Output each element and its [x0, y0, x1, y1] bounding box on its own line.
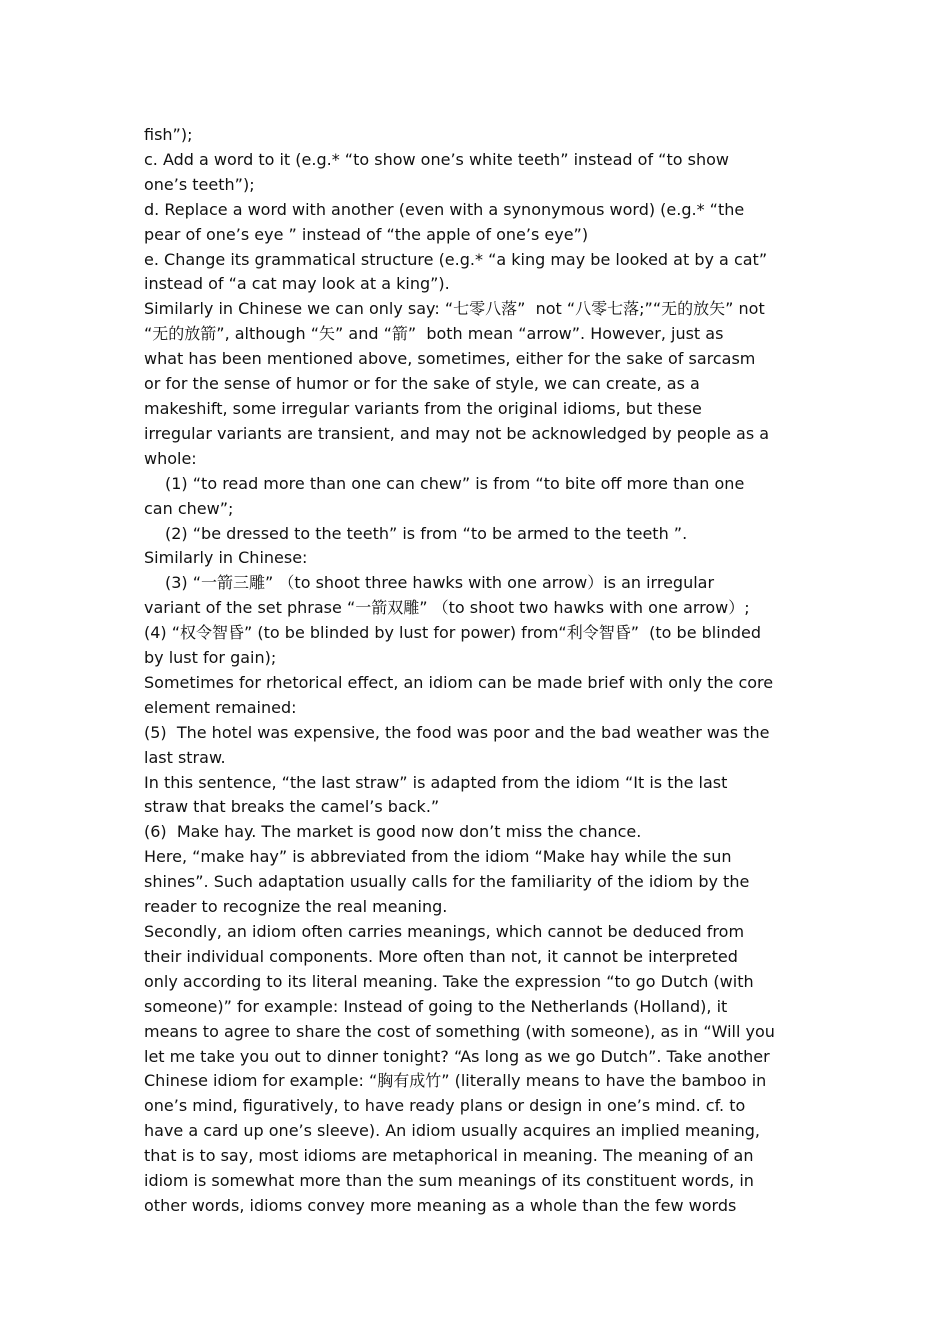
document-page: [144, 123, 812, 1219]
example-line: (6) Make hay. The market is good now don’t miss the chance.: [144, 822, 642, 842]
example-line: (1) “to read more than one can chew” is from “to bite off more than one: [165, 473, 745, 493]
text-line: pear of one’s eye ” instead of “the apple of one’s eye”): [144, 224, 589, 244]
text-line: what has been mentioned above, sometimes, either for the sake of sarcasm: [144, 349, 756, 369]
text-line: or for the sense of humor or for the sake of style, we can create, as a: [144, 374, 700, 394]
text-line: “无的放箭”, although “矢” and “箭” both mean “arrow”. However, just as: [144, 324, 724, 344]
text-line: straw that breaks the camel’s back.”: [144, 797, 440, 817]
text-line: let me take you out to dinner tonight? “As long as we go Dutch”. Take another: [144, 1046, 770, 1066]
text-line: reader to recognize the real meaning.: [144, 897, 448, 917]
text-line: can chew”;: [144, 498, 234, 518]
text-line: that is to say, most idioms are metaphorical in meaning. The meaning of an: [144, 1146, 754, 1166]
text-line: whole:: [144, 448, 197, 468]
text-line: have a card up one’s sleeve). An idiom usually acquires an implied meaning,: [144, 1121, 761, 1141]
text-line: d. Replace a word with another (even with a synonymous word) (e.g.* “the: [144, 199, 745, 219]
text-line: Sometimes for rhetorical effect, an idiom can be made brief with only the core: [144, 672, 774, 692]
text-line: one’s mind, figuratively, to have ready plans or design in one’s mind. cf. to: [144, 1096, 746, 1116]
text-line: Similarly in Chinese:: [144, 548, 308, 568]
text-line: means to agree to share the cost of something (with someone), as in “Will you: [144, 1021, 775, 1041]
text-line: irregular variants are transient, and may not be acknowledged by people as a: [144, 423, 770, 443]
text-line: someone)” for example: Instead of going to the Netherlands (Holland), it: [144, 996, 728, 1016]
text-line: Here, “make hay” is abbreviated from the idiom “Make hay while the sun: [144, 847, 732, 867]
text-line: Similarly in Chinese we can only say: “七零八落” not “八零七落;”“无的放矢” not: [144, 299, 765, 319]
text-line: Secondly, an idiom often carries meanings, which cannot be deduced from: [144, 922, 745, 941]
text-line: by lust for gain);: [144, 648, 277, 668]
text-line: e. Change its grammatical structure (e.g.* “a king may be looked at by a cat”: [144, 249, 768, 269]
example-line: (3) “一箭三雕” （to shoot three hawks with one arrow）is an irregular: [165, 573, 715, 593]
text-line: one’s teeth”);: [144, 174, 255, 194]
text-line: In this sentence, “the last straw” is adapted from the idiom “It is the last: [144, 772, 728, 792]
text-line: fish”);: [144, 125, 193, 144]
text-line: instead of “a cat may look at a king”).: [144, 274, 450, 294]
example-line: (5) The hotel was expensive, the food was poor and the bad weather was the: [144, 722, 770, 742]
text-line: Chinese idiom for example: “胸有成竹” (literally means to have the bamboo in: [144, 1071, 767, 1091]
text-line: c. Add a word to it (e.g.* “to show one’s white teeth” instead of “to show: [144, 149, 729, 169]
text-line: only according to its literal meaning. Take the expression “to go Dutch (with: [144, 971, 754, 991]
text-line: idiom is somewhat more than the sum meanings of its constituent words, in: [144, 1171, 754, 1191]
text-line: makeshift, some irregular variants from the original idioms, but these: [144, 398, 702, 418]
text-line: variant of the set phrase “一箭双雕” （to shoot two hawks with one arrow）;: [144, 598, 750, 618]
text-line: last straw.: [144, 747, 226, 767]
text-line: their individual components. More often than not, it cannot be interpreted: [144, 946, 738, 966]
text-line: element remained:: [144, 697, 297, 717]
example-line: (2) “be dressed to the teeth” is from “to be armed to the teeth ”.: [165, 523, 688, 543]
text-line: other words, idioms convey more meaning as a whole than the few words: [144, 1195, 737, 1215]
example-line: (4) “权令智昏” (to be blinded by lust for power) from“利令智昏” (to be blinded: [144, 623, 761, 643]
text-line: shines”. Such adaptation usually calls for the familiarity of the idiom by the: [144, 872, 750, 892]
